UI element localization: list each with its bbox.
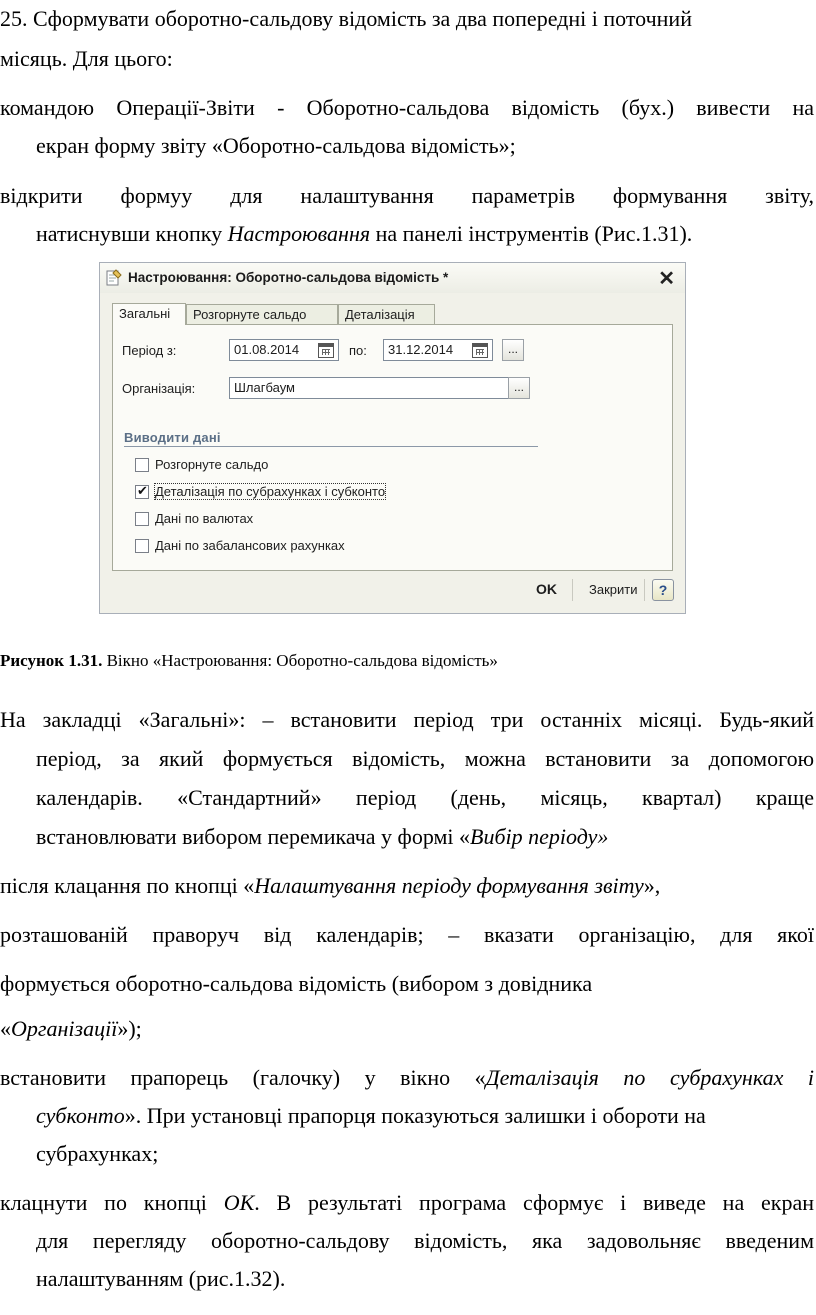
text-line: командою Операції-Звіти - Оборотно-сальдова відомість (бух.) вивести на <box>0 95 814 120</box>
tab-general[interactable]: Загальні <box>112 303 186 325</box>
tab-panel-general <box>112 324 673 571</box>
text-line: На закладці «Загальні»: – встановити період три останніх місяці. Будь-який <box>0 707 814 732</box>
text-line: екран форму звіту «Оборотно-сальдова відомість»; <box>36 133 516 158</box>
text-line: формується оборотно-сальдова відомість (вибором з довідника <box>0 971 593 996</box>
text-line: налаштуванням (рис.1.32). <box>36 1266 286 1291</box>
calendar-icon[interactable] <box>318 343 334 358</box>
dialog-titlebar <box>100 263 685 293</box>
text-line: натиснувши кнопку Настроювання на панелі інструментів (Рис.1.31). <box>36 221 693 246</box>
text-line: «Організації»); <box>0 1016 142 1041</box>
checkbox-box[interactable] <box>135 512 149 526</box>
text-line: період, за який формується відомість, можна встановити за допомогою <box>36 746 814 771</box>
period-settings-button[interactable]: ... <box>502 339 524 361</box>
organization-input[interactable]: Шлагбаум <box>229 377 509 399</box>
checkbox-box[interactable] <box>135 485 149 499</box>
help-button[interactable]: ? <box>652 579 674 601</box>
text-line: календарів. «Стандартний» період (день, місяць, квартал) краще <box>36 785 814 810</box>
text-line: 25. Сформувати оборотно-сальдову відомість за два попередні і поточний <box>0 6 692 31</box>
divider <box>124 446 538 447</box>
divider <box>644 579 645 601</box>
dialog-title: Настроювання: Оборотно-сальдова відомість * <box>128 270 449 285</box>
text-line: субрахунках; <box>36 1141 159 1166</box>
checkbox-label: Дані по валютах <box>155 511 254 526</box>
checkbox-label: Дані по забалансових рахунках <box>155 538 345 553</box>
settings-dialog <box>99 262 686 614</box>
close-button[interactable]: Закрити <box>589 582 638 597</box>
calendar-icon[interactable] <box>472 343 488 358</box>
period-to-label: по: <box>349 343 367 358</box>
dialog-footer <box>100 571 685 613</box>
text-line: місяць. Для цього: <box>0 46 173 71</box>
text-line: розташованій праворуч від календарів; – вказати організацію, для якої <box>0 922 814 947</box>
checkbox-box[interactable] <box>135 539 149 553</box>
checkbox-box[interactable] <box>135 458 149 472</box>
close-icon[interactable]: ✕ <box>658 268 675 290</box>
text-line: встановлювати вибором перемикача у формі «Вибір періоду» <box>36 824 609 849</box>
organization-label: Організація: <box>122 381 196 396</box>
text-line: відкрити формуу для налаштування параметрів формування звіту, <box>0 183 814 208</box>
text-line: для перегляду оборотно-сальдову відомість, яка задовольняє введеним <box>36 1228 814 1253</box>
text-line: встановити прапорець (галочку) у вікно «Деталізація по субрахунках і <box>0 1065 814 1090</box>
checkbox-label: Розгорнуте сальдо <box>155 457 269 472</box>
text-line: клацнути по кнопці ОК. В результаті програма сформує і виведе на екран <box>0 1190 815 1215</box>
checkbox-label: Деталізація по субрахунках і субконто <box>155 484 386 499</box>
text-line: субконто». При установці прапорця показуються залишки і обороти на <box>36 1103 706 1128</box>
text-line: після клацання по кнопці «Налаштування періоду формування звіту», <box>0 873 661 898</box>
ok-button[interactable]: OK <box>536 581 557 597</box>
period-from-label: Період з: <box>122 343 177 358</box>
tab-detailing[interactable]: Деталізація <box>338 304 435 324</box>
figure-caption: Рисунок 1.31. Вікно «Настроювання: Оборотно-сальдова відомість» <box>0 651 498 670</box>
output-data-section-title: Виводити дані <box>124 430 221 445</box>
tab-expanded-balance[interactable]: Розгорнуте сальдо <box>186 304 338 324</box>
form-settings-icon <box>106 269 122 286</box>
period-to-input[interactable]: 31.12.2014 <box>383 339 493 361</box>
period-from-input[interactable]: 01.08.2014 <box>229 339 339 361</box>
divider <box>572 579 573 601</box>
organization-select-button[interactable]: ... <box>508 377 530 399</box>
